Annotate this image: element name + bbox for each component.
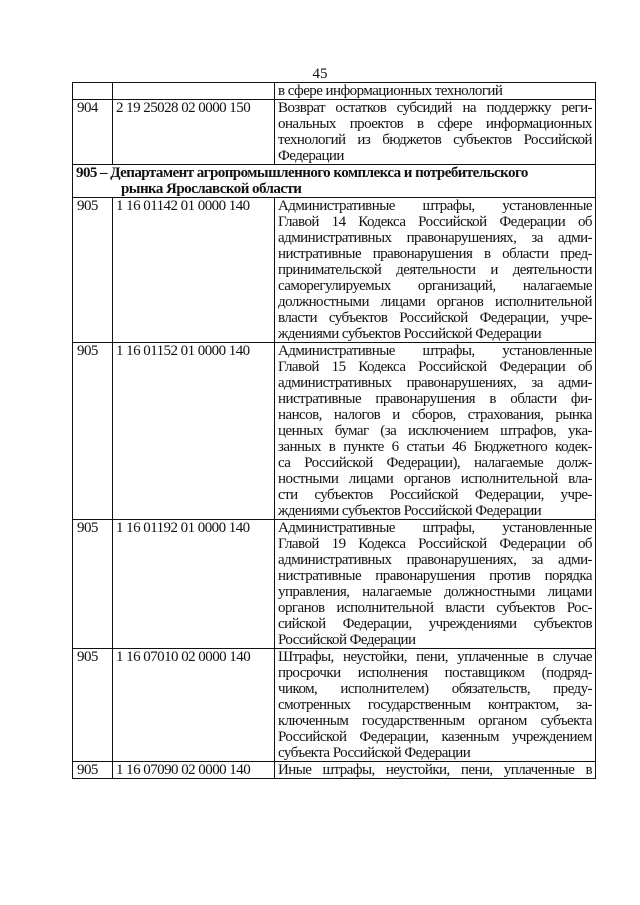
table-row bbox=[73, 520, 596, 649]
description-cell bbox=[275, 198, 596, 343]
table-row bbox=[73, 762, 596, 779]
description-line: управления, налагаемые должностными лицами bbox=[278, 584, 592, 600]
description-line: ждениями субъектов Российской Федерации bbox=[278, 326, 542, 342]
description-line: занных в пункте 6 статьи 46 Бюджетного кодек- bbox=[278, 439, 592, 455]
table-row bbox=[73, 649, 596, 762]
admin-code-cell: 904 bbox=[73, 100, 113, 165]
section-header-row bbox=[73, 165, 596, 198]
description-line: Главой 15 Кодекса Российской Федерации об bbox=[278, 359, 592, 375]
description-line: саморегулируемых организаций, налагаемые bbox=[278, 278, 592, 294]
description-line: административных правонарушениях, за адми- bbox=[278, 375, 592, 391]
description-line: Иные штрафы, неустойки, пени, уплаченные в bbox=[278, 762, 592, 778]
description-line: смотренных государственным контрактом, за- bbox=[278, 697, 592, 713]
description-line: принимательской деятельности и деятельности bbox=[278, 262, 592, 278]
description-line: Федерации bbox=[278, 148, 344, 164]
page-number: 45 bbox=[312, 66, 328, 82]
description-line: ценных бумаг (за исключением штрафов, ука- bbox=[278, 423, 592, 439]
description-line: власти субъектов Российской Федерации, учре- bbox=[278, 310, 592, 326]
section-title-line: 905 – Департамент агропромышленного комплекса и потребительского bbox=[76, 165, 528, 181]
admin-code-cell: 905 bbox=[73, 649, 113, 762]
description-line: органов исполнительной власти субъектов Рос- bbox=[278, 600, 592, 616]
description-cell bbox=[275, 762, 596, 779]
description-line: просрочки исполнения поставщиком (подряд- bbox=[278, 665, 592, 681]
budget-code-cell: 1 16 07010 02 0000 140 bbox=[113, 649, 275, 762]
table-row bbox=[73, 100, 596, 165]
budget-classification-table bbox=[72, 82, 596, 779]
description-line: ностными лицами органов исполнительной вла- bbox=[278, 471, 592, 487]
description-cell bbox=[275, 343, 596, 520]
description-line: сийской Федерации, учреждениями субъектов bbox=[278, 616, 592, 632]
description-line: в сфере информационных технологий bbox=[278, 83, 503, 99]
description-line: Российской Федерации bbox=[278, 632, 416, 648]
section-title-line: рынка Ярославской области bbox=[121, 181, 302, 197]
description-line: административных правонарушениях, за адми- bbox=[278, 552, 592, 568]
description-line: са Российской Федерации), налагаемые долж- bbox=[278, 455, 592, 471]
description-line: сти субъектов Российской Федерации, учре- bbox=[278, 487, 592, 503]
description-line: технологий из бюджетов субъектов Российской bbox=[278, 132, 592, 148]
description-cell bbox=[275, 520, 596, 649]
description-line: Административные штрафы, установленные bbox=[278, 198, 592, 214]
description-line: нистративные правонарушения против порядка bbox=[278, 568, 592, 584]
description-line: ждениями субъектов Российской Федерации bbox=[278, 503, 542, 519]
description-line: Главой 14 Кодекса Российской Федерации об bbox=[278, 214, 592, 230]
table-body bbox=[73, 83, 596, 779]
description-line: нистративные правонарушения в области фи- bbox=[278, 391, 592, 407]
description-line: Главой 19 Кодекса Российской Федерации об bbox=[278, 536, 592, 552]
budget-code-cell: 1 16 01152 01 0000 140 bbox=[113, 343, 275, 520]
table-row bbox=[73, 198, 596, 343]
admin-code-cell: 905 bbox=[73, 520, 113, 649]
description-line: Штрафы, неустойки, пени, уплаченные в случае bbox=[278, 649, 592, 665]
table-row bbox=[73, 83, 596, 100]
description-line: ключенным государственным органом субъекта bbox=[278, 713, 592, 729]
admin-code-cell: 905 bbox=[73, 343, 113, 520]
section-title bbox=[73, 165, 596, 198]
description-line: Административные штрафы, установленные bbox=[278, 520, 592, 536]
budget-code-cell: 1 16 01142 01 0000 140 bbox=[113, 198, 275, 343]
admin-code-cell: 905 bbox=[73, 198, 113, 343]
description-line: нистративные правонарушения в области пред- bbox=[278, 246, 592, 262]
description-cell bbox=[275, 83, 596, 100]
description-line: субъекта Российской Федерации bbox=[278, 745, 471, 761]
description-line: Российской Федерации, казенным учреждением bbox=[278, 729, 592, 745]
admin-code-cell bbox=[73, 83, 113, 100]
admin-code-cell: 905 bbox=[73, 762, 113, 779]
budget-code-cell: 2 19 25028 02 0000 150 bbox=[113, 100, 275, 165]
description-line: нансов, налогов и сборов, страхования, рынка bbox=[278, 407, 592, 423]
description-line: Административные штрафы, установленные bbox=[278, 343, 592, 359]
budget-code-cell: 1 16 07090 02 0000 140 bbox=[113, 762, 275, 779]
description-line: Возврат остатков субсидий на поддержку реги- bbox=[278, 100, 592, 116]
budget-code-cell bbox=[113, 83, 275, 100]
budget-code-cell: 1 16 01192 01 0000 140 bbox=[113, 520, 275, 649]
description-cell bbox=[275, 100, 596, 165]
description-line: должностными лицами органов исполнительной bbox=[278, 294, 592, 310]
description-line: административных правонарушениях, за адми- bbox=[278, 230, 592, 246]
description-cell bbox=[275, 649, 596, 762]
table-row bbox=[73, 343, 596, 520]
description-line: чиком, исполнителем) обязательств, преду- bbox=[278, 681, 592, 697]
description-line: ональных проектов в сфере информационных bbox=[278, 116, 592, 132]
